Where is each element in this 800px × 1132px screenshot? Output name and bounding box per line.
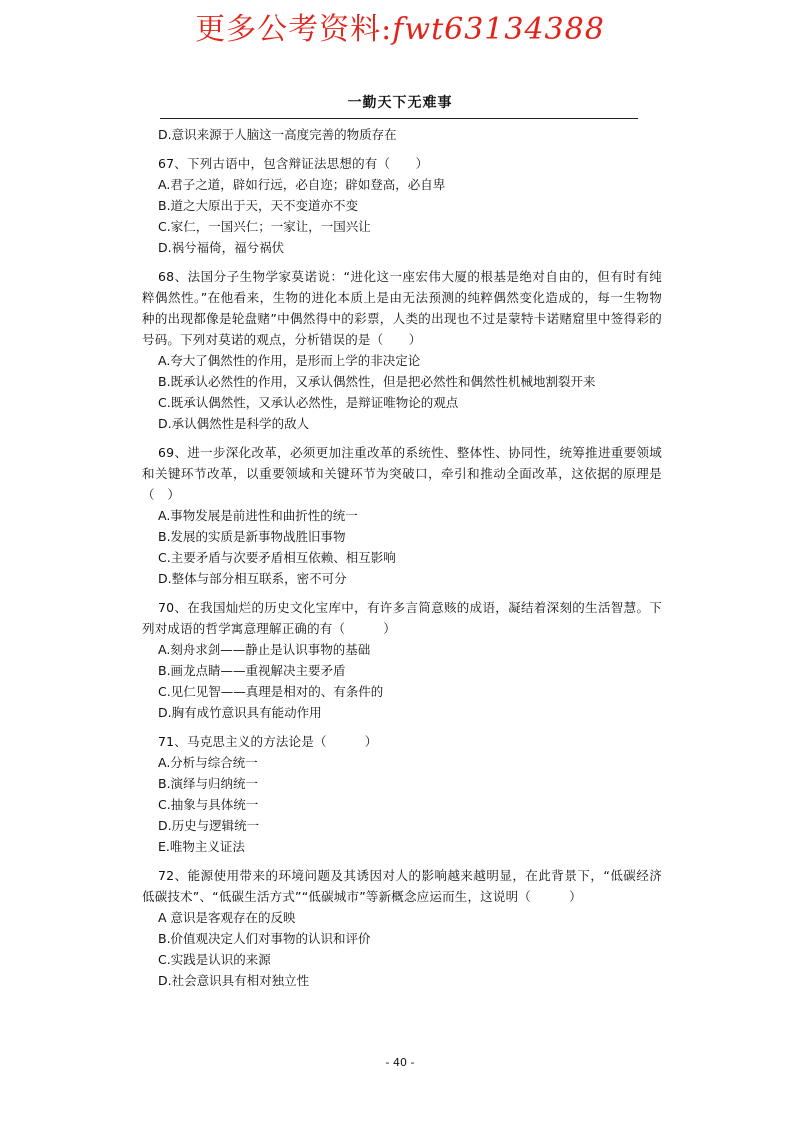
option-a: A 意识是客观存在的反映 bbox=[158, 910, 296, 925]
question-stem: 71、马克思主义的方法论是（ ） bbox=[158, 734, 378, 749]
option-d: D.整体与部分相互联系，密不可分 bbox=[158, 571, 347, 586]
option-d: D.祸兮福倚，福兮祸伏 bbox=[158, 240, 285, 255]
question-71 bbox=[142, 731, 662, 857]
question-68 bbox=[142, 266, 662, 434]
option-c: C.抽象与具体统一 bbox=[158, 797, 259, 812]
option-c: C.家仁，一国兴仁；一家让，一国兴让 bbox=[158, 219, 371, 234]
option-c: C.见仁见智——真理是相对的、有条件的 bbox=[158, 684, 384, 699]
option-b: B.画龙点睛——重视解决主要矛盾 bbox=[158, 663, 346, 678]
option-a: A.夸大了偶然性的作用，是形而上学的非决定论 bbox=[158, 353, 421, 368]
question-stem: 68、法国分子生物学家莫诺说：“进化这一座宏伟大厦的根基是绝对自由的，但有时有纯粹偶然性。”在他看来，生物的进化本质上是由无法预测的纯粹偶然变化造成的，每一生物物种的出现都像是轮盘赌”中偶然得中的彩票，人类的出现也不过是蒙特卡诺赌窟里中签得彩的号码。下列对莫诺的观点，分析错误的是（ ） bbox=[142, 269, 662, 347]
option-b: B.道之大原出于天，天不变道亦不变 bbox=[158, 198, 359, 213]
question-69 bbox=[142, 442, 662, 589]
option-a: A.刻舟求剑——静止是认识事物的基础 bbox=[158, 642, 371, 657]
previous-question-option: D.意识来源于人脑这一高度完善的物质存在 bbox=[158, 127, 397, 142]
promo-text: 更多公考资料: bbox=[195, 12, 393, 47]
option-a: A.分析与综合统一 bbox=[158, 755, 258, 770]
promo-banner bbox=[0, 4, 800, 48]
option-b: B.价值观决定人们对事物的认识和评价 bbox=[158, 931, 371, 946]
option-b: B.既承认必然性的作用，又承认偶然性，但是把必然性和偶然性机械地割裂开来 bbox=[158, 374, 596, 389]
option-a: A.事物发展是前进性和曲折性的统一 bbox=[158, 508, 358, 523]
option-d: D.历史与逻辑统一 bbox=[158, 818, 260, 833]
question-body bbox=[142, 124, 662, 991]
option-d: D.社会意识具有相对独立性 bbox=[158, 973, 310, 988]
question-stem: 67、下列古语中，包含辩证法思想的有（ ） bbox=[158, 156, 429, 171]
option-b: B.演绎与归纳统一 bbox=[158, 776, 259, 791]
option-e: E.唯物主义证法 bbox=[158, 839, 245, 854]
option-a: A.君子之道，辟如行远，必自迩；辟如登高，必自卑 bbox=[158, 177, 446, 192]
promo-code: fwt63134388 bbox=[392, 12, 605, 47]
question-stem: 70、在我国灿烂的历史文化宝库中，有许多言简意赅的成语，凝结着深刻的生活智慧。下列对成语的哲学寓意理解正确的有（ ） bbox=[142, 600, 662, 636]
question-70 bbox=[142, 597, 662, 723]
option-b: B.发展的实质是新事物战胜旧事物 bbox=[158, 529, 346, 544]
header-rule bbox=[160, 118, 638, 119]
option-d: D.胸有成竹意识具有能动作用 bbox=[158, 705, 322, 720]
question-stem: 69、进一步深化改革，必须更加注重改革的系统性、整体性、协同性，统筹推进重要领域和关键环节改革，以重要领域和关键环节为突破口，牵引和推动全面改革，这依据的原理是（ ） bbox=[142, 445, 662, 502]
option-c: C.既承认偶然性，又承认必然性，是辩证唯物论的观点 bbox=[158, 395, 459, 410]
question-stem: 72、能源使用带来的环境问题及其诱因对人的影响越来越明显，在此背景下，“低碳经济低碳技术”、“低碳生活方式”“低碳城市”等新概念应运而生，这说明（ ） bbox=[142, 868, 662, 904]
option-c: C.实践是认识的来源 bbox=[158, 952, 271, 967]
header-motto: 一勤天下无难事 bbox=[347, 95, 453, 111]
option-d: D.承认偶然性是科学的敌人 bbox=[158, 416, 310, 431]
question-72 bbox=[142, 865, 662, 991]
question-67 bbox=[142, 153, 662, 258]
option-c: C.主要矛盾与次要矛盾相互依赖、相互影响 bbox=[158, 550, 396, 565]
page-number: - 40 - bbox=[385, 1056, 415, 1069]
